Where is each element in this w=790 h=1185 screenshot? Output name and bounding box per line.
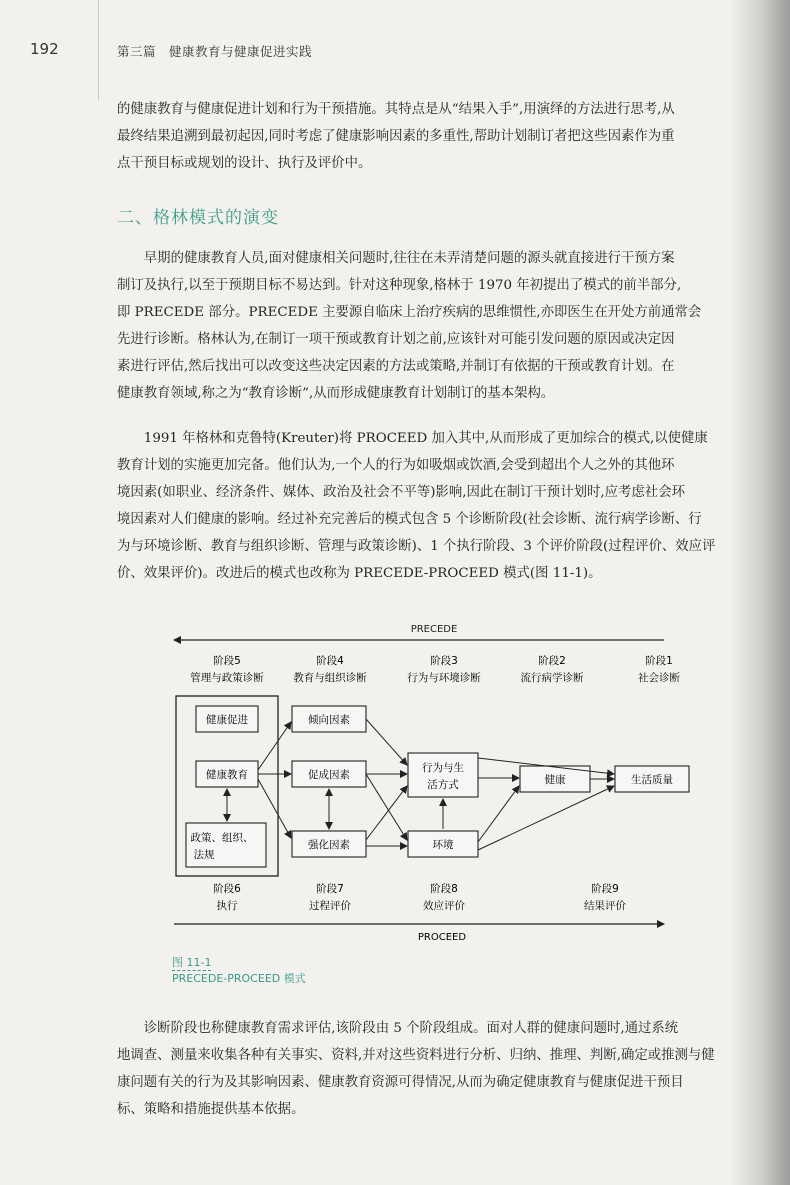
behavior-text-1: 行为与生 xyxy=(422,762,464,774)
precede-label: PRECEDE xyxy=(410,624,458,635)
text-line: 先进行诊断。格林认为,在制订一项干预或教育计划之前,应该针对可能引发问题的原因或决定因 xyxy=(117,332,675,347)
text-line: 1991 年格林和克鲁特(Kreuter)将 PROCEED 加入其中,从而形成了更加综合的模式,以使健康 xyxy=(143,431,708,446)
phase9-name: 结果评价 xyxy=(584,900,626,912)
health-text: 健康 xyxy=(544,774,566,786)
phase8-label: 阶段8 xyxy=(430,883,458,895)
reinforcing-text: 强化因素 xyxy=(308,839,350,851)
phase7-name: 过程评价 xyxy=(309,900,351,912)
text-line: 价、效果评价)。改进后的模式也改称为 PRECEDE-PROCEED 模式(图 11-1)。 xyxy=(117,566,602,581)
text-line: 的健康教育与健康促进计划和行为干预措施。其特点是从“结果入手”,用演绎的方法进行思考,从 xyxy=(117,102,675,117)
enabling-text: 促成因素 xyxy=(308,769,350,781)
intro-paragraph xyxy=(117,96,757,177)
policy-text-2: 法规 xyxy=(193,849,215,861)
phase3-label: 阶段3 xyxy=(430,655,458,667)
proceed-label: PROCEED xyxy=(417,932,467,943)
health-education-text: 健康教育 xyxy=(206,769,248,781)
phase2-label: 阶段2 xyxy=(538,655,566,667)
paragraph-1 xyxy=(117,245,757,407)
paragraph-2 xyxy=(117,425,757,587)
text-line: 诊断阶段也称健康教育需求评估,该阶段由 5 个阶段组成。面对人群的健康问题时,通过系统 xyxy=(143,1021,679,1036)
page-edge-shadow xyxy=(730,0,790,1185)
phase3-name: 行为与环境诊断 xyxy=(407,672,481,684)
phase1-name: 社会诊断 xyxy=(638,672,680,684)
text-line: 地调查、测量来收集各种有关事实、资料,并对这些资料进行分析、归纳、推理、判断,确定或推测与健 xyxy=(117,1048,715,1063)
phase6-label: 阶段6 xyxy=(213,883,241,895)
environment-text: 环境 xyxy=(432,839,454,851)
text-line: 康问题有关的行为及其影响因素、健康教育资源可得情况,从而为确定健康教育与健康促进干预目 xyxy=(117,1075,684,1090)
predisposing-text: 倾向因素 xyxy=(308,714,350,726)
text-line: 点干预目标或规划的设计、执行及评价中。 xyxy=(117,156,372,171)
phase4-label: 阶段4 xyxy=(316,655,344,667)
chapter-title: 第三篇 健康教育与健康促进实践 xyxy=(117,44,313,59)
phase2-name: 流行病学诊断 xyxy=(520,672,584,684)
quality-of-life-text: 生活质量 xyxy=(631,774,673,786)
text-line: 即 PRECEDE 部分。PRECEDE 主要源自临床上治疗疾病的思维惯性,亦即医生在开处方前通常会 xyxy=(117,305,702,320)
health-promotion-text: 健康促进 xyxy=(206,714,248,726)
section-title: 二、格林模式的演变 xyxy=(117,208,279,228)
text-line: 早期的健康教育人员,面对健康相关问题时,往往在未弄清楚问题的源头就直接进行干预方案 xyxy=(143,251,675,266)
page-number: 192 xyxy=(30,40,59,58)
paragraph-3 xyxy=(117,1015,757,1123)
text-line: 最终结果追溯到最初起因,同时考虑了健康影响因素的多重性,帮助计划制订者把这些因素作为重 xyxy=(117,129,675,144)
header-divider xyxy=(98,0,99,100)
text-line: 制订及执行,以至于预期目标不易达到。针对这种现象,格林于 1970 年初提出了模式的前半部分, xyxy=(117,278,682,293)
phase6-name: 执行 xyxy=(216,900,238,912)
policy-text-1: 政策、组织、 xyxy=(190,832,254,844)
phase1-label: 阶段1 xyxy=(645,655,673,667)
text-line: 教育计划的实施更加完备。他们认为,一个人的行为如吸烟或饮酒,会受到超出个人之外的其他环 xyxy=(117,458,675,473)
text-line: 健康教育领域,称之为“教育诊断”,从而形成健康教育计划制订的基本架构。 xyxy=(117,386,555,401)
text-line: 素进行评估,然后找出可以改变这些决定因素的方法或策略,并制订有依据的干预或教育计划。在 xyxy=(117,359,675,374)
precede-proceed-diagram xyxy=(172,618,680,948)
phase7-label: 阶段7 xyxy=(316,883,344,895)
phase5-label: 阶段5 xyxy=(213,655,241,667)
phase5-name: 管理与政策诊断 xyxy=(190,672,264,684)
page-header xyxy=(0,40,790,64)
text-line: 标、策略和措施提供基本依据。 xyxy=(117,1102,305,1117)
figure-caption xyxy=(172,955,306,987)
figure-number: 图 11-1 xyxy=(172,956,212,969)
phase9-label: 阶段9 xyxy=(591,883,619,895)
text-line: 境因素对人们健康的影响。经过补充完善后的模式包含 5 个诊断阶段(社会诊断、流行病学诊断、行 xyxy=(117,512,702,527)
text-line: 境因素(如职业、经济条件、媒体、政治及社会不平等)影响,因此在制订干预计划时,应考虑社会环 xyxy=(117,485,685,500)
phase4-name: 教育与组织诊断 xyxy=(293,672,367,684)
behavior-text-2: 活方式 xyxy=(427,779,459,791)
figure-title: PRECEDE-PROCEED 模式 xyxy=(172,972,306,985)
text-line: 为与环境诊断、教育与组织诊断、管理与政策诊断)、1 个执行阶段、3 个评价阶段(过程评价、效应评 xyxy=(117,539,716,554)
phase8-name: 效应评价 xyxy=(423,900,465,912)
